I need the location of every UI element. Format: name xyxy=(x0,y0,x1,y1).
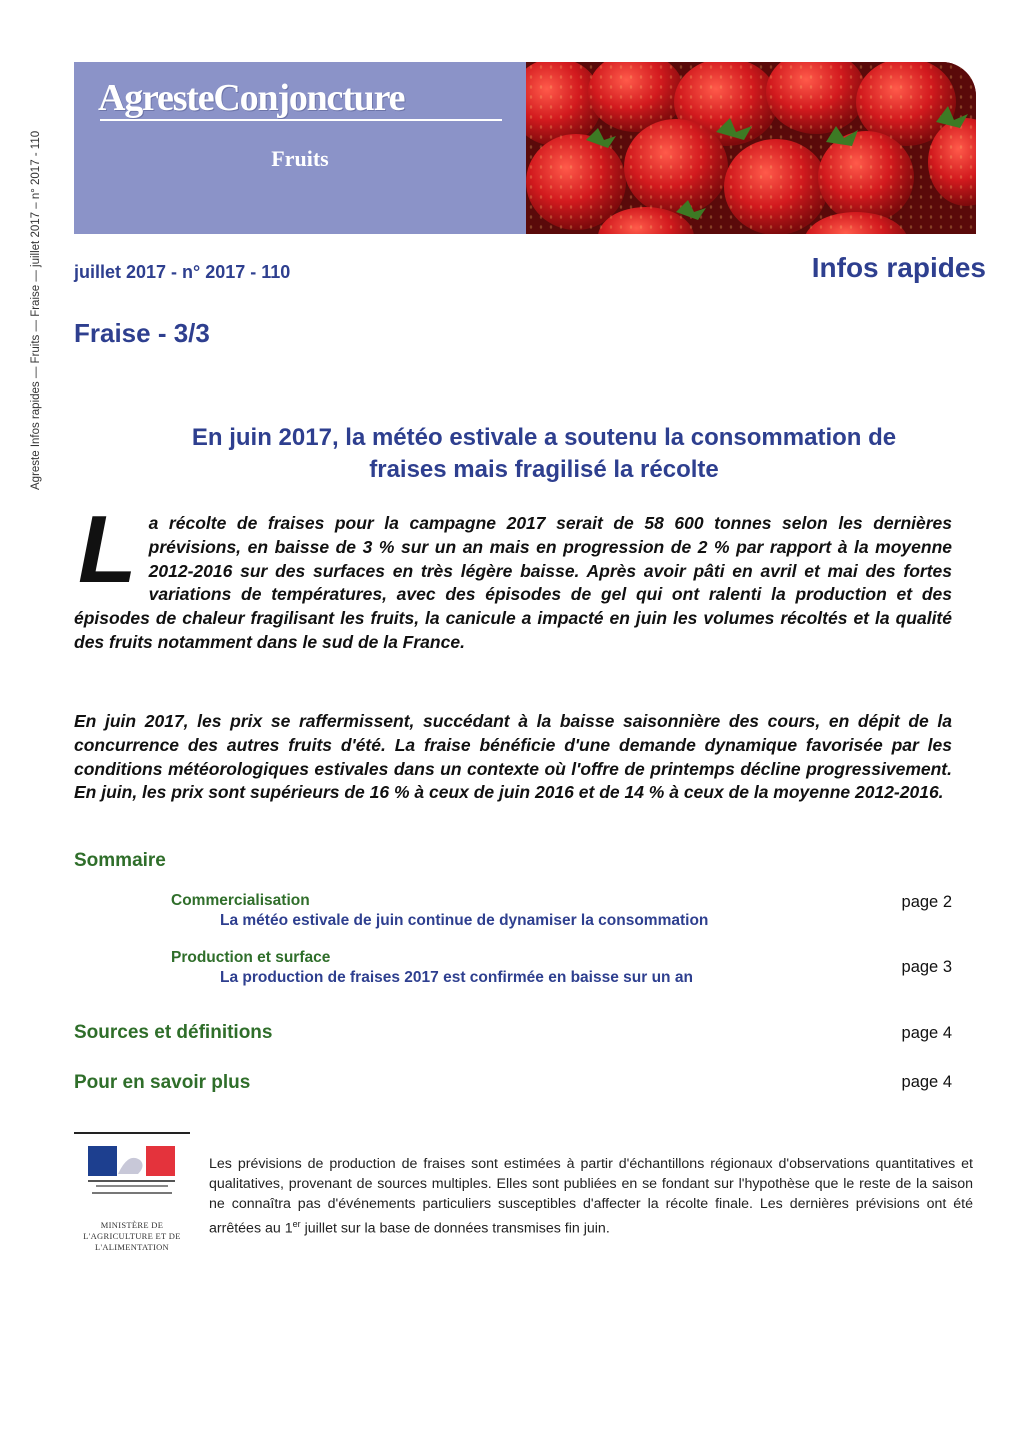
banner-subtitle: Fruits xyxy=(271,146,329,171)
toc-page-sources: page 4 xyxy=(901,1024,952,1042)
vertical-running-header: Agreste Infos rapides — Fruits — Fraise — juillet 2017 – n° 2017 - 110 xyxy=(30,130,42,490)
issue-number: juillet 2017 - n° 2017 - 110 xyxy=(74,262,291,282)
lead-paragraph-2: En juin 2017, les prix se raffermissent, succédant à la baisse saisonnière des cours, en dépit de la concurrence des autres fruits d'été. La fraise bénéficie d'une demande dynamique favorisée par les conditions météorologiques estivales dans un contexte où l'offre de printemps décline progressivement. En juin, les prix sont supérieurs de 16 % à ceux de juin 2016 et de 14 % à ceux de la moyenne 2012-2016. xyxy=(74,711,952,803)
banner-title-panel xyxy=(74,62,526,234)
toc-subtitle-production[interactable]: La production de fraises 2017 est confirmée en baisse sur un an xyxy=(220,969,693,986)
series-title: Infos rapides xyxy=(811,252,986,283)
marianne-flag-icon xyxy=(74,1138,190,1218)
header-banner xyxy=(74,62,976,234)
ordinal-superscript: er xyxy=(292,1219,301,1229)
headline-line-2: fraises mais fragilisé la récolte xyxy=(369,456,719,483)
strawberries-photo xyxy=(526,62,976,234)
lead-paragraph-1 xyxy=(74,496,952,655)
headline-line-1: En juin 2017, la météo estivale a soutenu la consommation de xyxy=(191,424,897,451)
drop-cap: L xyxy=(78,496,137,603)
methodology-note xyxy=(209,1154,973,1239)
toc-subtitle-commercialisation[interactable]: La météo estivale de juin continue de dynamiser la consommation xyxy=(220,912,709,929)
product-title: Fraise - 3/3 xyxy=(74,318,210,348)
toc-page-production: page 3 xyxy=(901,958,952,976)
toc-sources-definitions[interactable]: Sources et définitions xyxy=(74,1022,273,1043)
toc-pour-en-savoir-plus[interactable]: Pour en savoir plus xyxy=(74,1072,251,1093)
brand-logo-text: AgresteConjoncture xyxy=(98,77,405,119)
sommaire-heading: Sommaire xyxy=(74,850,166,871)
methodology-note-text: Les prévisions de production de fraises sont estimées à partir d'échantillons régionaux d'observations quantitatives et qualitatives, provenant de sources multiples. Elles sont publiées en se fondant sur l'hypothèse que le reste de la saison ne connaîtra pas d'événements particuliers susceptibles d'affecter la récolte finale. Les dernières prévisions ont été arrêtées au 1 xyxy=(209,1156,973,1237)
strawberries-illustration xyxy=(526,62,976,234)
ministry-name: MINISTÈRE DE L'AGRICULTURE ET DE L'ALIMENTATION xyxy=(83,1220,181,1252)
headline xyxy=(74,422,1014,486)
toc-page-commercialisation: page 2 xyxy=(901,893,952,911)
toc-page-savoir-plus: page 4 xyxy=(901,1073,952,1091)
toc-section-commercialisation[interactable]: Commercialisation xyxy=(171,892,310,909)
logo-rule xyxy=(74,1132,190,1134)
methodology-note-end: juillet sur la base de données transmises fin juin. xyxy=(300,1220,610,1237)
lead-text-1: a récolte de fraises pour la campagne 2017 serait de 58 600 tonnes selon les dernières prévisions, en baisse de 3 % sur un an mais en progression de 2 % par rapport à la moyenne 2012-2016 sur des surfaces en très légère baisse. Après avoir pâti en avril et mai des fortes variations de températures, avec des épisodes de gel qui ont ralenti la production et des épisodes de chaleur fragilisant les fruits, la canicule a impacté en juin les volumes récoltés et la qualité des fruits notamment dans le sud de la France. xyxy=(74,513,952,652)
toc-section-production[interactable]: Production et surface xyxy=(171,949,331,966)
ministry-logo xyxy=(74,1132,190,1272)
brand-underline xyxy=(100,119,502,121)
